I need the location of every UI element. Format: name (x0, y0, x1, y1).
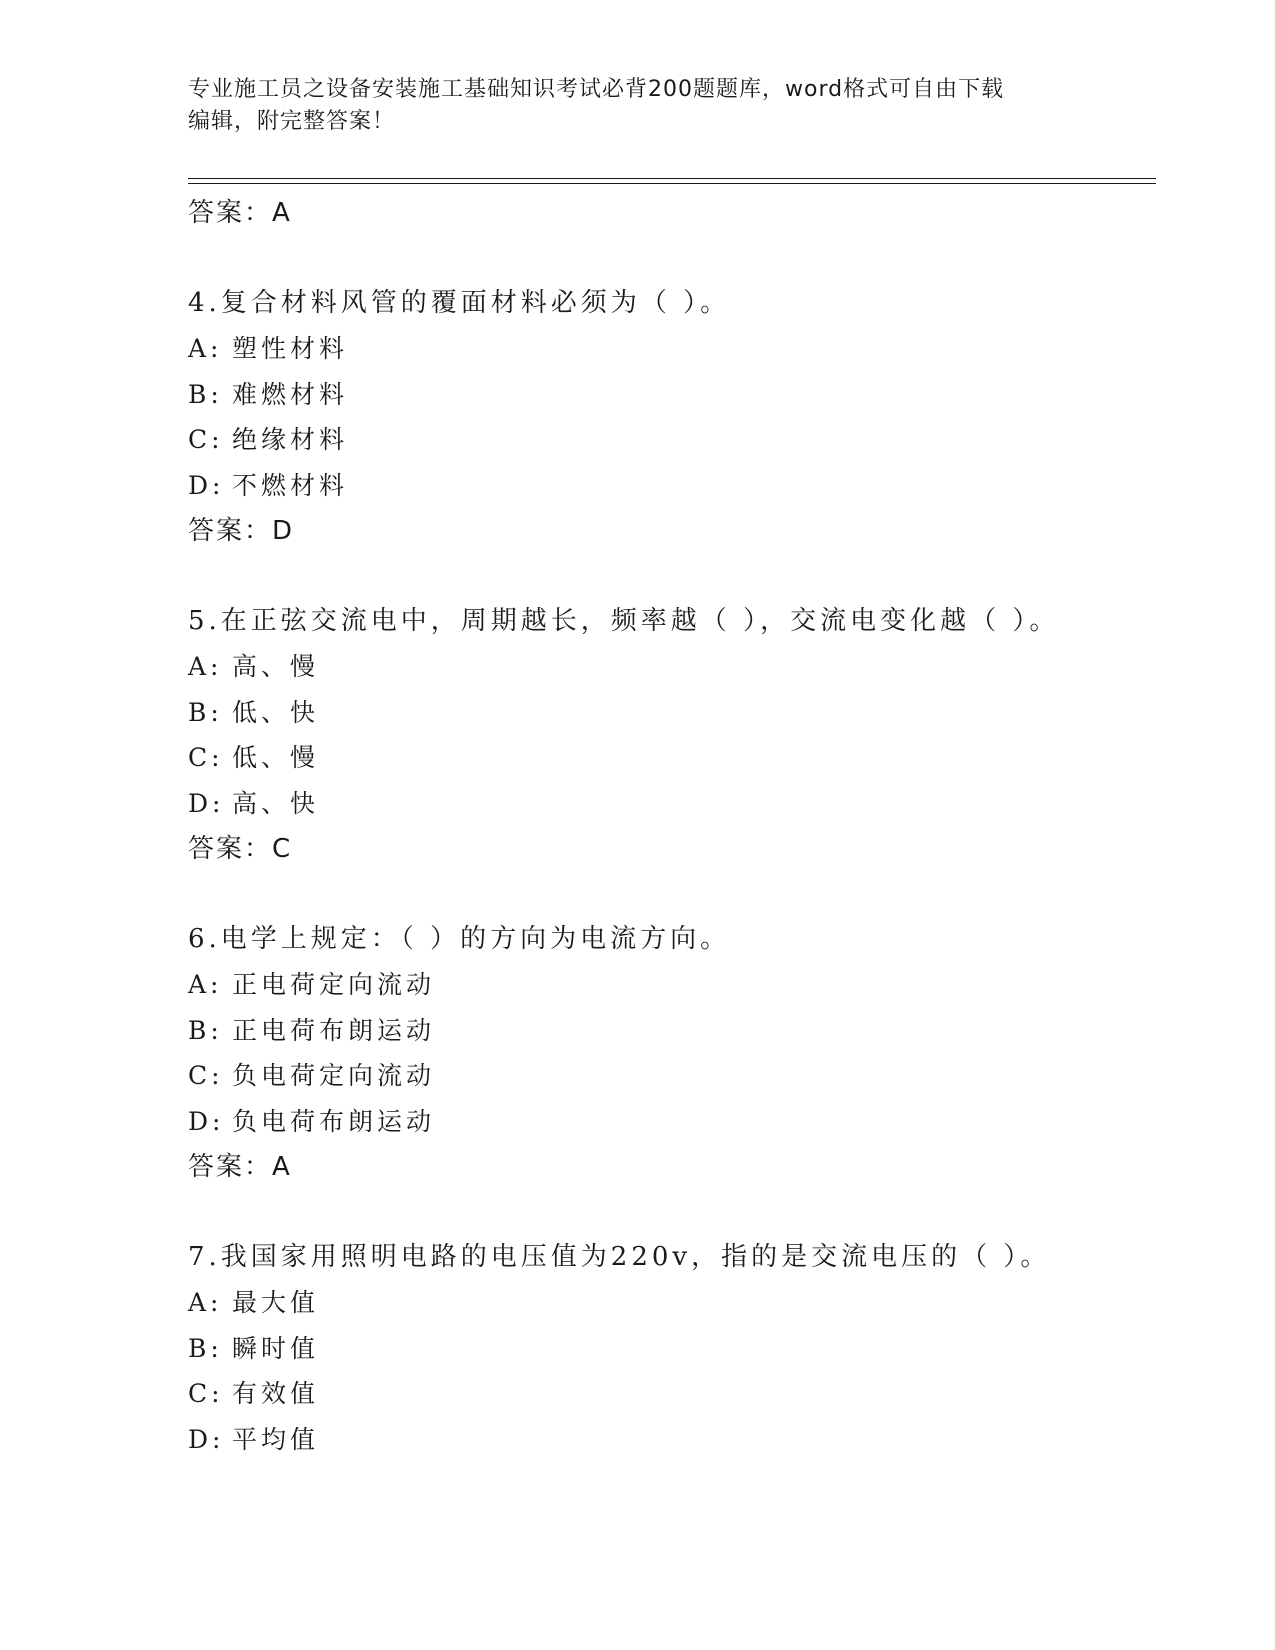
option-text: 负电荷布朗运动 (232, 1106, 436, 1136)
option-text: 高、快 (232, 788, 320, 818)
option-text: 负电荷定向流动 (232, 1061, 436, 1090)
option-text: 瞬时值 (232, 1333, 320, 1363)
option-text: 平均值 (232, 1424, 320, 1454)
option-key: D: (188, 1106, 225, 1136)
option-item (188, 372, 1148, 418)
option-item (188, 326, 1148, 372)
option-item (188, 417, 1148, 463)
option-key: A: (188, 970, 223, 999)
question-list (188, 190, 1148, 1462)
spacer (188, 236, 1148, 280)
option-item (188, 690, 1148, 736)
option-key: B: (188, 1015, 223, 1045)
option-key: A: (188, 652, 223, 681)
option-text: 正电荷定向流动 (232, 970, 436, 999)
header-line-1: 专业施工员之设备安装施工基础知识考试必背200题题库，word格式可自由下载 (188, 77, 1005, 102)
question-text: 4.复合材料风管的覆面材料必须为（ ）。 (188, 288, 731, 318)
option-item (188, 1371, 1148, 1417)
option-text: 难燃材料 (232, 379, 349, 409)
option-key: D: (188, 788, 225, 818)
answer-line: 答案：C (188, 834, 293, 864)
option-item (188, 1008, 1148, 1054)
option-key: D: (188, 470, 225, 500)
option-text: 正电荷布朗运动 (232, 1015, 436, 1045)
header-divider-bottom (188, 183, 1156, 184)
document-header (188, 74, 1088, 138)
question-text: 7.我国家用照明电路的电压值为220v，指的是交流电压的（ ）。 (188, 1242, 1051, 1272)
option-key: B: (188, 379, 223, 409)
option-key: C: (188, 425, 224, 454)
option-key: B: (188, 1333, 223, 1363)
option-key: C: (188, 1061, 224, 1090)
option-text: 绝缘材料 (232, 425, 349, 454)
option-text: 塑性材料 (232, 334, 349, 363)
header-divider-top (188, 178, 1156, 179)
spacer (188, 872, 1148, 916)
option-text: 高、慢 (232, 652, 320, 681)
option-text: 低、快 (232, 697, 320, 727)
option-key: A: (188, 334, 223, 363)
answer-line: 答案：A (188, 1152, 292, 1182)
spacer (188, 1190, 1148, 1234)
option-item (188, 962, 1148, 1008)
option-item (188, 1099, 1148, 1145)
option-item (188, 1326, 1148, 1372)
option-item (188, 1280, 1148, 1326)
option-key: C: (188, 743, 224, 772)
option-text: 低、慢 (232, 743, 320, 772)
spacer (188, 554, 1148, 598)
option-key: C: (188, 1379, 224, 1408)
option-text: 不燃材料 (232, 470, 349, 500)
option-text: 有效值 (232, 1379, 320, 1408)
option-item (188, 735, 1148, 781)
option-key: D: (188, 1424, 225, 1454)
option-item (188, 1053, 1148, 1099)
option-key: A: (188, 1288, 223, 1317)
answer-line: 答案：A (188, 198, 292, 228)
option-item (188, 644, 1148, 690)
option-item (188, 1417, 1148, 1463)
question-text: 5.在正弦交流电中，周期越长，频率越（ ），交流电变化越（ ）。 (188, 606, 1060, 636)
option-item (188, 781, 1148, 827)
option-text: 最大值 (232, 1288, 320, 1317)
option-key: B: (188, 697, 223, 727)
header-line-2: 编辑，附完整答案！ (188, 109, 396, 134)
option-item (188, 463, 1148, 509)
question-text: 6.电学上规定：（ ）的方向为电流方向。 (188, 924, 731, 954)
answer-line: 答案：D (188, 516, 295, 546)
